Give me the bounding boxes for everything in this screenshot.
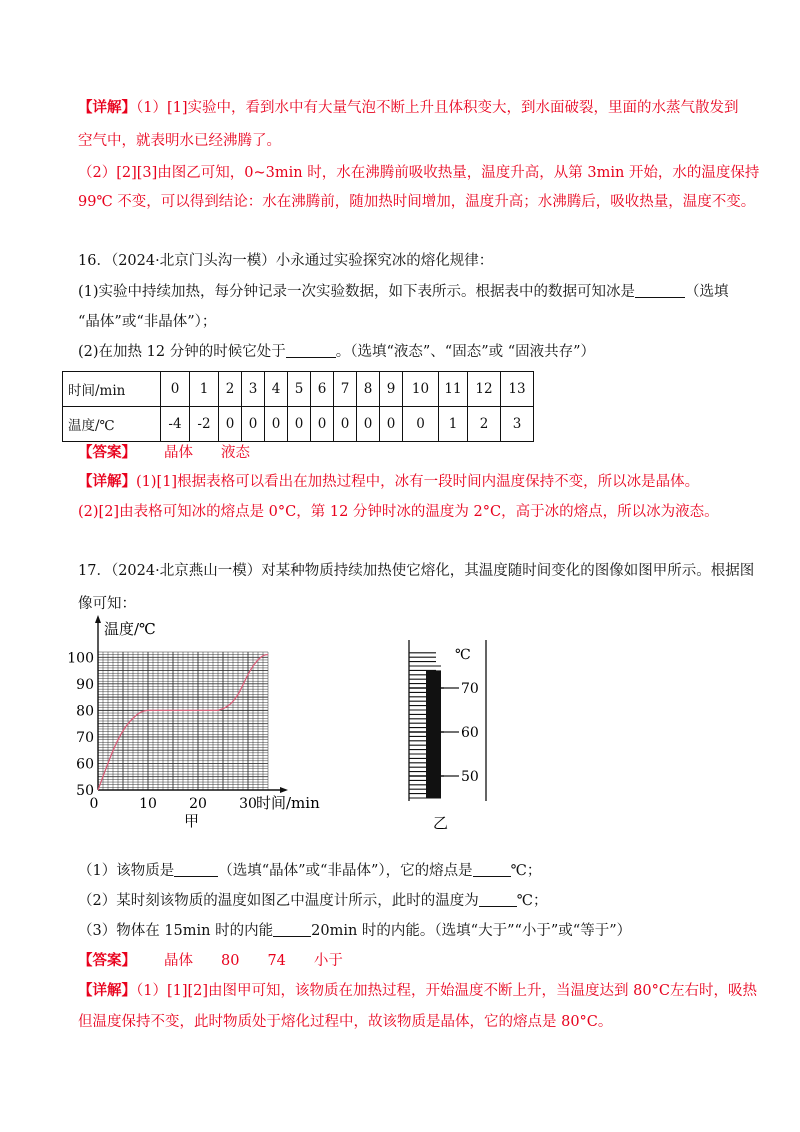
x-tick-label: 30	[239, 796, 257, 812]
y-tick-label: 90	[76, 676, 94, 693]
answer-tag: 【答案】	[78, 444, 136, 461]
q16-header: 16．（2024·北京门头沟一模）小永通过实验探究冰的熔化规律：	[78, 253, 494, 269]
q16-part1-cont: “晶体”或“非晶体”）；	[78, 314, 217, 330]
y-axis-arrow	[95, 615, 101, 623]
y-axis-label: 温度/℃	[104, 620, 156, 638]
detail-line-2: 空气中，就表明水已经沸腾了。	[78, 133, 281, 149]
x-axis-label: 时间/min	[256, 794, 320, 812]
q16-part2: (2)在加热 12 分钟的时候它处于 。（选填“液态”、“固态”或 “固液共存”）	[78, 344, 596, 360]
answer-blank	[473, 862, 511, 877]
thermometer-scale-label: 70	[461, 681, 479, 697]
answer-blank	[635, 283, 685, 298]
liquid-column	[426, 670, 441, 798]
answer-tag: 【答案】	[78, 952, 136, 969]
graph-jia	[60, 612, 330, 837]
q16-detail-2: (2)[2]由表格可知冰的熔点是 0°C，第 12 分钟时冰的温度为 2°C，高于冰的熔点，所以冰为液态。	[78, 504, 719, 520]
y-tick-label: 60	[76, 756, 94, 773]
answer-blank	[479, 892, 517, 907]
q17-detail-1: 【详解】（1）[1][2]由图甲可知，该物质在加热过程，开始温度不断上升，当温度达到 80°C左右时，吸热	[78, 982, 757, 999]
thermometer-scale-label: 50	[461, 769, 479, 785]
q17-header: 17．（2024·北京燕山一模）对某种物质持续加热使它熔化，其温度随时间变化的图像如图甲所示。根据图	[78, 563, 755, 579]
table-row-label: 时间/min	[63, 372, 161, 407]
detail-tag: 【详解】	[78, 982, 136, 999]
q17-part3: （3）物体在 15min 时的内能 20min 时的内能。（选填“大于”“小于”或“等于”）	[78, 923, 632, 939]
q17-header-cont: 像可知：	[78, 596, 136, 612]
q17-answer: 【答案】 晶体 80 74 小于	[78, 952, 343, 969]
data-table	[62, 371, 534, 442]
q16-detail-1: 【详解】(1)[1]根据表格可以看出在加热过程中，冰有一段时间内温度保持不变，所以冰是晶体。	[78, 473, 700, 490]
q17-detail-2: 但温度保持不变，此时物质处于熔化过程中，故该物质是晶体，它的熔点是 80°C。	[78, 1014, 613, 1030]
y-tick-label: 80	[76, 703, 94, 720]
table-row-label: 温度/℃	[63, 407, 161, 442]
q17-part2: （2）某时刻该物质的温度如图乙中温度计所示，此时的温度为 ℃；	[78, 893, 548, 909]
table-row: 时间/min 0 1 2 3 4 5 6 7 8 9 10 11 12 13	[63, 372, 534, 407]
answer-blank	[174, 862, 218, 877]
thermometer-caption: 乙	[433, 814, 449, 832]
y-tick-label: 100	[67, 650, 94, 667]
x-tick-label: 20	[189, 796, 207, 812]
q16-part1: (1)实验中持续加热，每分钟记录一次实验数据，如下表所示。根据表中的数据可知冰是 （选填	[78, 284, 729, 300]
answer-blank	[273, 922, 311, 937]
detail-line-1: 【详解】（1）[1]实验中，看到水中有大量气泡不断上升且体积变大，到水面破裂，里面的水蒸气散发到	[78, 99, 739, 116]
y-tick-label: 50	[76, 783, 94, 799]
q16-answer: 【答案】 晶体 液态	[78, 444, 250, 461]
unit-label: ℃	[455, 647, 471, 663]
thermometer-scale-label: 60	[461, 725, 479, 741]
x-axis-arrow	[280, 787, 288, 793]
table-row: 温度/℃ -4 -2 0 0 0 0 0 0 0 0 0 1 2 3	[63, 407, 534, 442]
x-tick-label: 10	[139, 796, 157, 812]
thermometer-yi	[395, 638, 505, 838]
graph-caption: 甲	[184, 812, 200, 830]
graph-grid	[98, 652, 268, 790]
detail-line-3: （2）[2][3]由图乙可知，0~3min 时，水在沸腾前吸收热量，温度升高，从第 3min 开始，水的温度保持	[78, 165, 760, 181]
answer-blank	[286, 343, 336, 358]
detail-line-4: 99℃ 不变，可以得到结论：水在沸腾前，随加热时间增加，温度升高；水沸腾后，吸收热量，温度不变。	[78, 194, 756, 210]
x-tick-label: 0	[89, 796, 99, 812]
y-tick-label: 70	[76, 729, 94, 746]
q17-part1: （1）该物质是 （选填“晶体”或“非晶体”），它的熔点是 ℃；	[78, 863, 542, 879]
detail-tag: 【详解】	[78, 99, 136, 116]
detail-tag: 【详解】	[78, 473, 136, 490]
